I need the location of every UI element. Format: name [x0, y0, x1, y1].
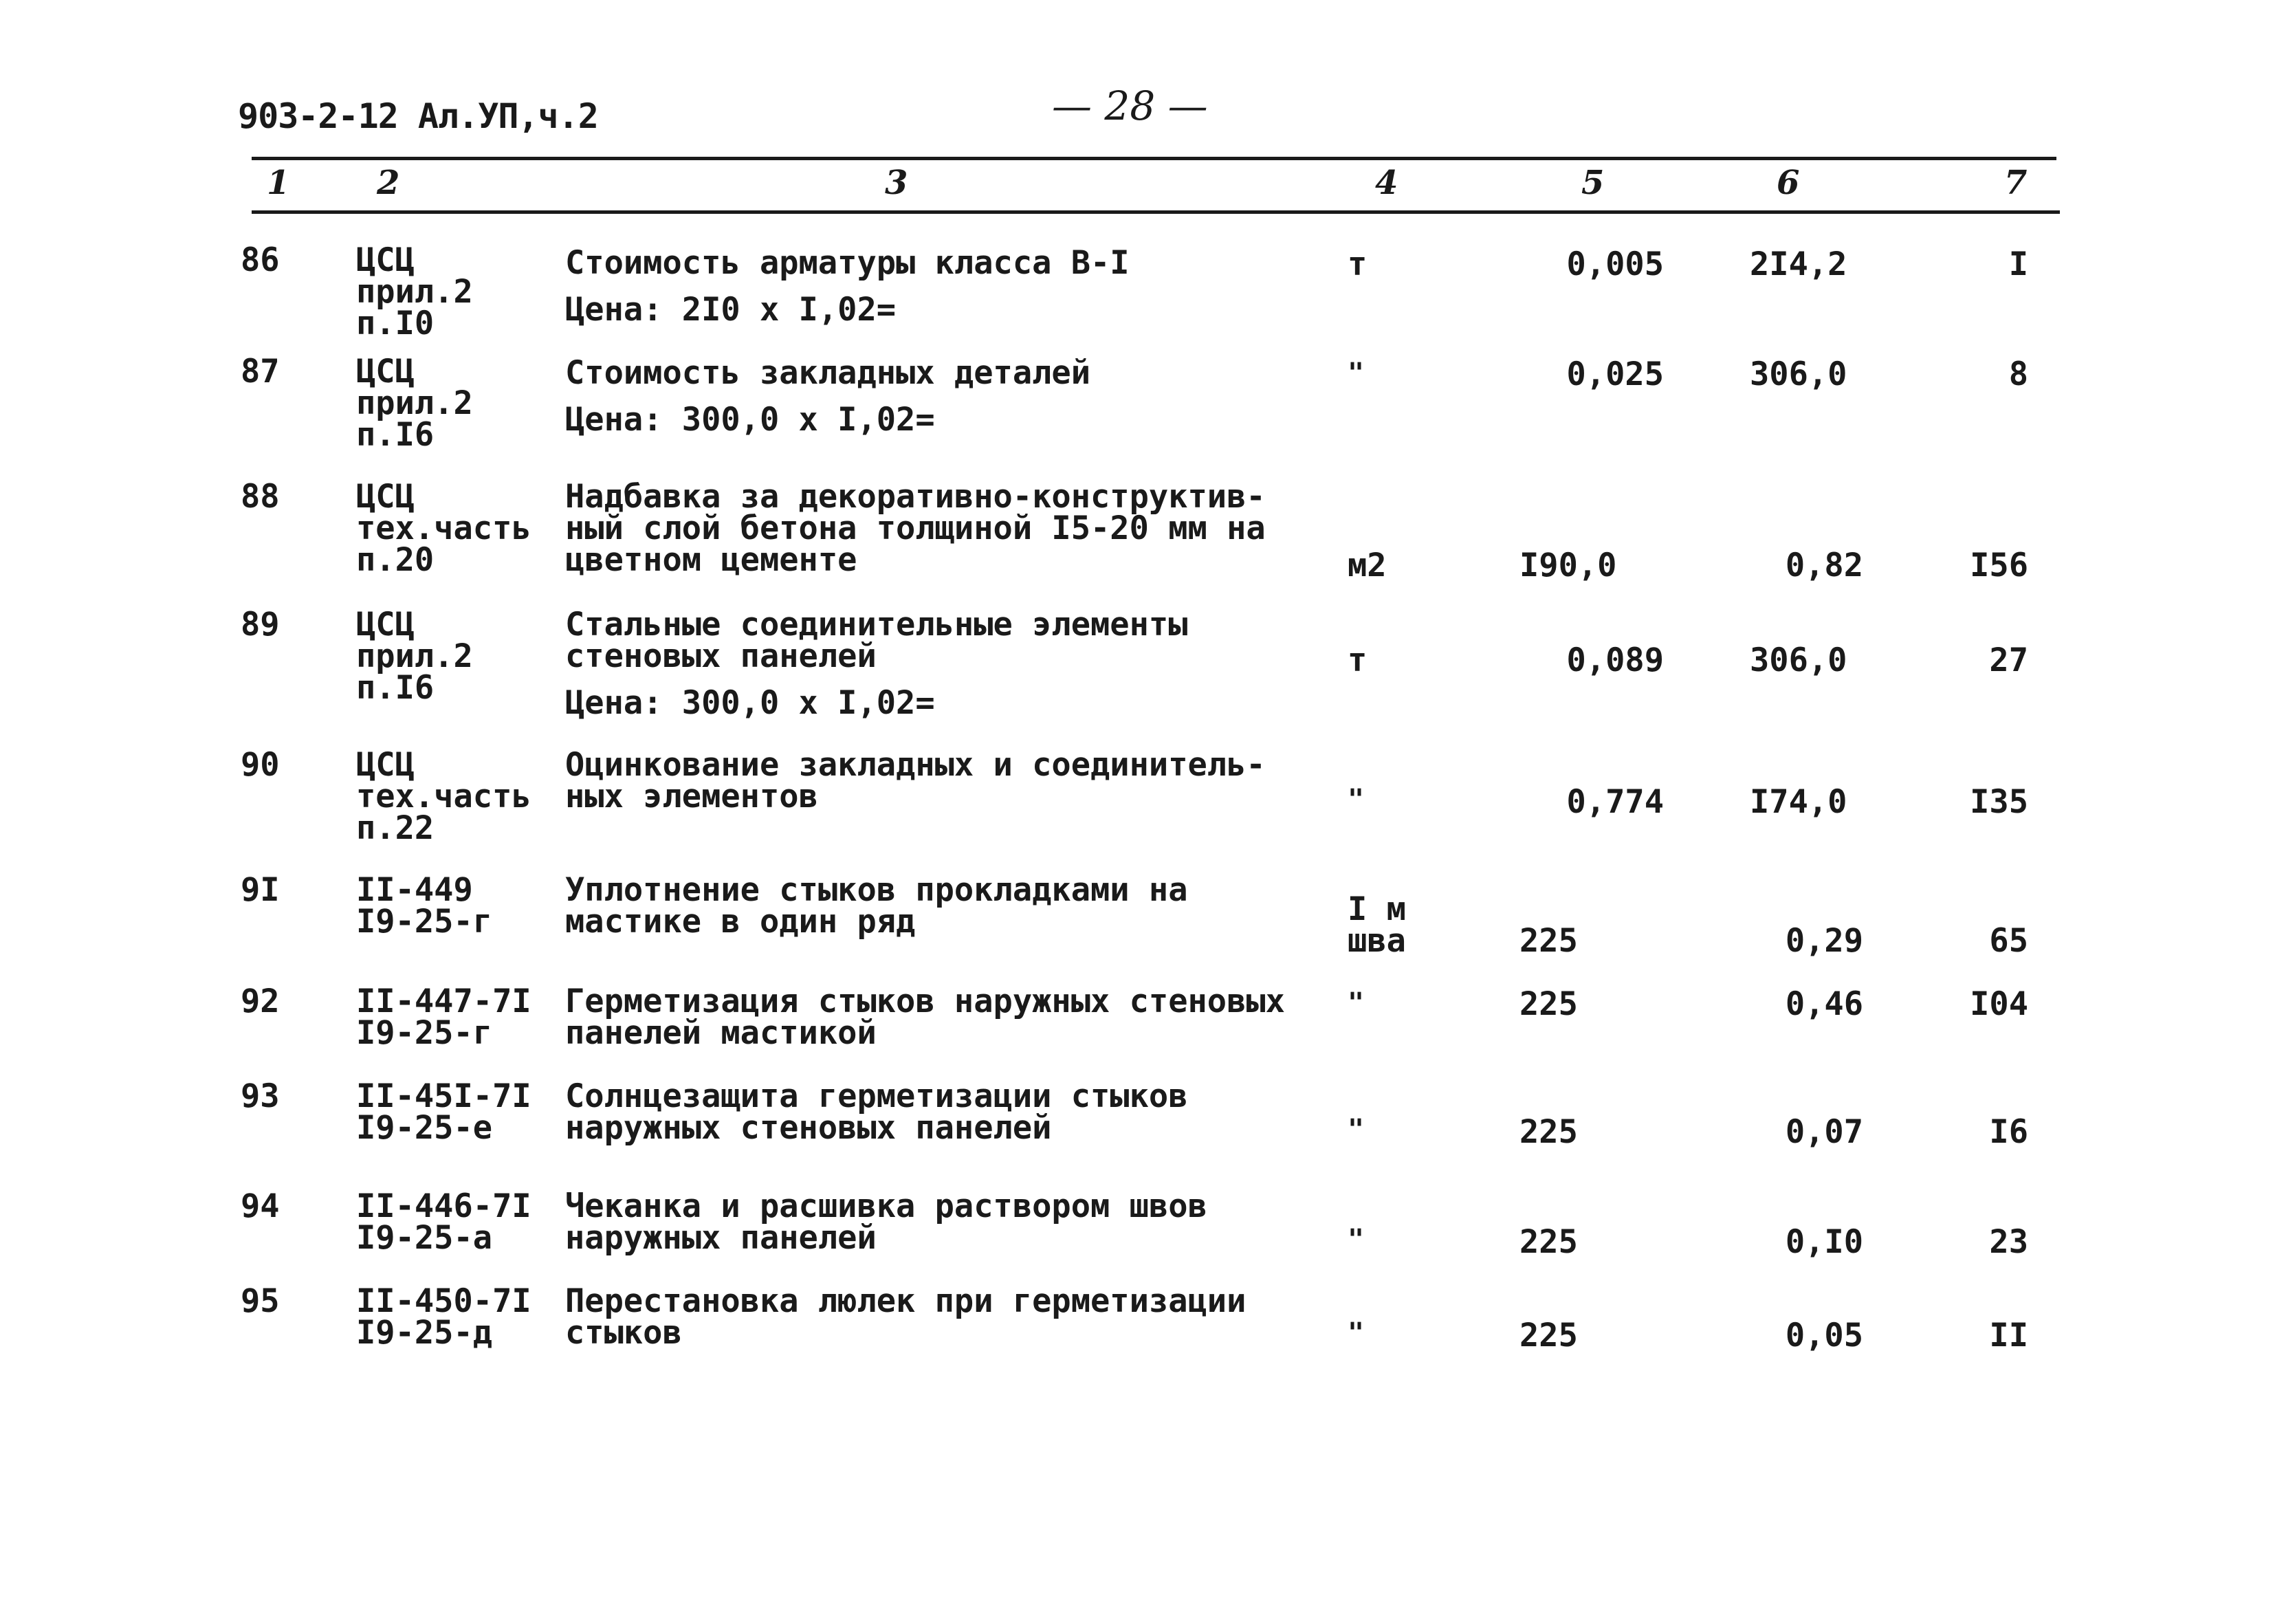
row-description: Стальные соединительные элементы стеновых панелей: [565, 606, 1188, 675]
column-header-7: 7: [2004, 164, 2028, 202]
row-quantity: 225: [1519, 1317, 1578, 1354]
row-quantity: 0,089: [1566, 641, 1664, 679]
row-unit-price: 0,29: [1785, 922, 1863, 960]
row-description: Перестановка люлек при герметизации стыков: [565, 1282, 1247, 1352]
row-unit: ": [1348, 1317, 1365, 1349]
row-quantity: 225: [1519, 1223, 1578, 1261]
page-number: — 28 —: [1052, 83, 1208, 129]
row-unit: т: [1348, 641, 1368, 679]
row-price-note: Цена: 300,0 x I,02=: [565, 684, 935, 722]
row-description: Солнцезащита герметизации стыков наружных стеновых панелей: [565, 1077, 1188, 1147]
row-number: 86: [241, 241, 280, 279]
row-reference: II-450-7I I9-25-д: [356, 1282, 531, 1352]
row-unit-price: 306,0: [1750, 355, 1847, 393]
row-description: Стоимость закладных деталей: [565, 354, 1091, 392]
row-reference: II-447-7I I9-25-г: [356, 983, 531, 1052]
row-description: Чеканка и расшивка раствором швов наружных панелей: [565, 1187, 1207, 1257]
row-unit: I м шва: [1348, 890, 1406, 960]
row-quantity: 225: [1519, 922, 1578, 960]
row-total: 8: [2008, 355, 2028, 393]
table-header-rule: [252, 210, 2060, 214]
row-total: 65: [1989, 922, 2028, 960]
row-number: 94: [241, 1187, 280, 1225]
row-total: 27: [1989, 641, 2028, 679]
row-number: 90: [241, 746, 280, 784]
row-description: Стоимость арматуры класса В-I: [565, 244, 1130, 282]
row-unit: м2: [1348, 547, 1387, 584]
column-header-6: 6: [1777, 164, 1800, 202]
column-header-1: 1: [267, 164, 290, 202]
column-header-2: 2: [377, 164, 400, 202]
row-quantity: 225: [1519, 985, 1578, 1023]
row-unit-price: 0,46: [1785, 985, 1863, 1023]
column-header-3: 3: [885, 164, 908, 202]
row-price-note: Цена: 300,0 x I,02=: [565, 401, 935, 439]
row-reference: II-446-7I I9-25-а: [356, 1187, 531, 1257]
row-unit-price: 0,I0: [1785, 1223, 1863, 1261]
row-unit-price: 0,05: [1785, 1317, 1863, 1354]
row-quantity: 0,774: [1566, 783, 1664, 821]
table-top-rule: [252, 157, 2056, 160]
row-total: II: [1989, 1317, 2028, 1354]
row-unit-price: 2I4,2: [1750, 245, 1847, 283]
row-unit-price: 0,82: [1785, 547, 1863, 584]
row-unit: ": [1348, 358, 1365, 389]
row-quantity: 225: [1519, 1113, 1578, 1151]
row-number: 89: [241, 606, 280, 644]
row-number: 92: [241, 983, 280, 1020]
row-quantity: I90,0: [1519, 547, 1617, 584]
row-reference: ЦСЦ прил.2 п.I0: [356, 241, 473, 342]
row-unit: ": [1348, 1114, 1365, 1145]
row-reference: ЦСЦ тех.часть п.22: [356, 746, 531, 847]
row-reference: ЦСЦ тех.часть п.20: [356, 478, 531, 579]
row-unit-price: 0,07: [1785, 1113, 1863, 1151]
column-header-5: 5: [1581, 164, 1605, 202]
document-code: 903-2-12 Ал.УП,ч.2: [238, 96, 598, 136]
row-description: Оцинкование закладных и соединитель- ных элементов: [565, 746, 1266, 815]
row-number: 88: [241, 478, 280, 516]
row-unit: ": [1348, 1224, 1365, 1255]
row-unit-price: I74,0: [1750, 783, 1847, 821]
row-reference: II-449 I9-25-г: [356, 871, 493, 941]
row-reference: ЦСЦ прил.2 п.I6: [356, 353, 473, 454]
row-quantity: 0,005: [1566, 245, 1664, 283]
row-total: I35: [1970, 783, 2028, 821]
row-quantity: 0,025: [1566, 355, 1664, 393]
row-total: I6: [1989, 1113, 2028, 1151]
row-description: Уплотнение стыков прокладками на мастике в один ряд: [565, 871, 1188, 941]
row-reference: II-45I-7I I9-25-е: [356, 1077, 531, 1147]
row-number: 93: [241, 1077, 280, 1115]
row-unit-price: 306,0: [1750, 641, 1847, 679]
row-price-note: Цена: 2I0 x I,02=: [565, 291, 897, 329]
row-unit: ": [1348, 987, 1365, 1019]
row-total: 23: [1989, 1223, 2028, 1261]
row-number: 95: [241, 1282, 280, 1320]
row-reference: ЦСЦ прил.2 п.I6: [356, 606, 473, 707]
row-number: 9I: [241, 871, 280, 909]
row-description: Надбавка за декоративно-конструктив- ный слой бетона толщиной I5-20 мм на цветном цементе: [565, 478, 1266, 579]
row-total: I56: [1970, 547, 2028, 584]
column-header-4: 4: [1375, 164, 1398, 202]
row-unit: ": [1348, 784, 1365, 815]
row-total: I04: [1970, 985, 2028, 1023]
row-unit: т: [1348, 245, 1368, 283]
row-total: I: [2008, 245, 2028, 283]
row-description: Герметизация стыков наружных стеновых панелей мастикой: [565, 983, 1285, 1052]
row-number: 87: [241, 353, 280, 391]
